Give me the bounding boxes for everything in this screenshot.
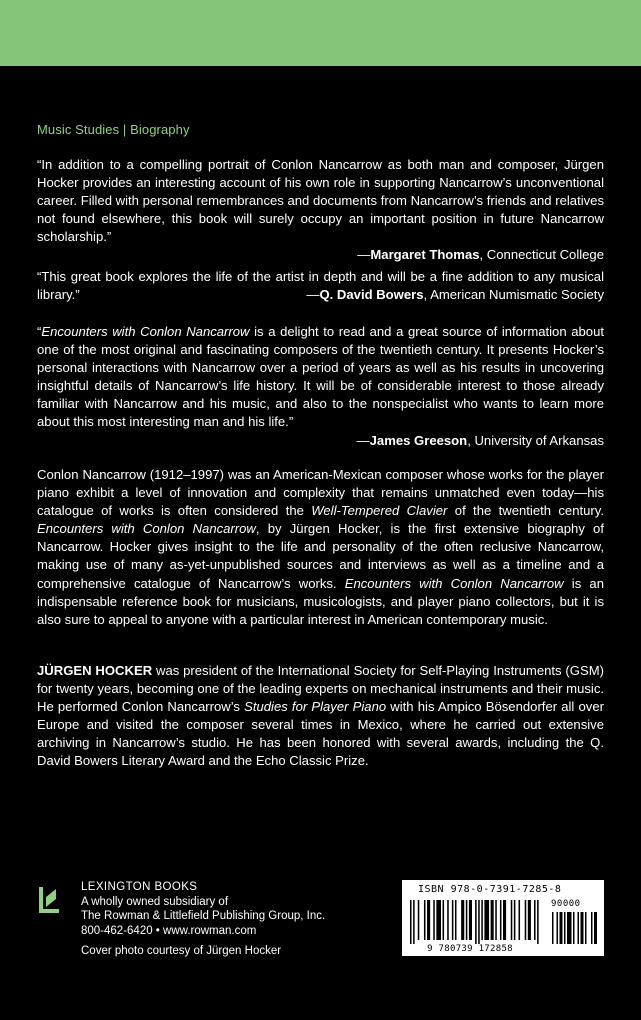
barcode-bar [427,900,430,940]
barcode-bar [410,900,412,944]
quote-thomas [37,156,604,265]
quote-book-title: Encounters with Conlon Nancarrow [41,324,250,339]
barcode-addon-bar [557,912,559,944]
barcode-addon-bar [564,912,566,944]
publisher-line: The Rowman & Littlefield Publishing Group, Inc. [81,910,326,923]
barcode-bar [433,900,435,940]
quote-author: James Greeson [369,432,468,448]
barcode-bar [424,900,426,940]
barcode-bar [469,900,472,940]
category-label: Music Studies | Biography [37,122,190,137]
barcode-bar [478,900,480,944]
barcode-bar [519,900,521,940]
barcode-bar [495,900,497,940]
cover-photo-credit: Cover photo courtesy of Jürgen Hocker [81,945,282,957]
barcode-bar [452,900,454,940]
barcode-addon-bar [552,912,554,944]
barcode-bar [503,900,506,940]
top-color-band [0,0,641,66]
quote-author: Margaret Thomas [370,247,480,263]
quote-attribution: —James Greeson, University of Arkansas [356,432,604,448]
barcode-addon-bar [560,912,563,944]
barcode-bar [500,900,502,940]
barcode-bar [484,900,489,940]
barcode-bar [475,900,477,944]
quote-author: Q. David Bowers [319,287,424,303]
quote-text: is a delight to read and a great source of information about one of the most original and fascinating composers of the twentieth century. It presents Hocker’s personal interactions with Nancarrow over a period of years as well as his results in uncovering insightful details of Nancarrow’s life history. It will be of considerable interest to those already familiar with Nancarrow and his music, and also to the nonspecialist who wants to learn more about this most interesting man and his life.” [37,324,604,430]
isbn-text: ISBN 978-0-7391-7285-8 [418,884,562,895]
barcode-addon-bar [591,912,593,944]
barcode-bar [413,900,415,944]
lexington-logo-icon [38,885,62,915]
quote-attribution: —Margaret Thomas, Connecticut College [357,247,604,263]
barcode-bar [443,900,445,940]
publisher-name: LEXINGTON BOOKS [81,881,198,893]
barcode-bar [525,900,527,940]
barcode-addon-bar [581,912,584,944]
publisher-line: A wholly owned subsidiary of [81,895,229,908]
quote-text: “In addition to a compelling portrait of Conlon Nancarrow as both man and composer, Jürgen Hocker provides an interesting account of his own role in supporting Nancarrow’s unconventional career. Filled with personal remembrances and documents from Nancarrow’s friends and relatives not found elsewhere, this book will surely occupy an important position in future Nancarrow scholarship.” [37,157,604,245]
barcode-addon-bar [594,912,597,944]
barcode-bar [537,900,539,944]
quote-affiliation: , American Numismatic Society [423,287,604,303]
barcode-addon-bar [573,912,575,944]
barcode-bar [455,900,457,940]
barcode-bar [481,900,483,940]
barcode-bar [436,900,441,940]
publisher-contact: 800-462-6420 • www.rowman.com [81,924,257,937]
barcode-addon-digits: 90000 [551,899,581,909]
isbn-barcode [402,880,604,956]
barcode-bar [528,900,531,940]
quote-greeson: “Encounters with Conlon Nancarrow is a delight to read and a great source of information about one of the most original and fascinating composers of the twentieth century. It presents Hocker’s personal interactions with Nancarrow over a period of years as well as his results in uncovering insightful details of Nancarrow’s life history. It will be of considerable interest to those already familiar with Nancarrow and his music, and also to the nonspecialist who wants to learn more about this most interesting man and his life.” —James Greeson, University of Arkansas [37,323,604,450]
quote-attribution: —Q. David Bowers, American Numismatic Society [306,287,604,303]
barcode-bar [534,900,536,940]
quote-text: “This great book explores the life of the artist in depth and will be a fine addition to any musical library.” [37,269,604,303]
barcode-bar [447,900,449,940]
quote-affiliation: , Connecticut College [479,247,604,263]
author-bio: JÜRGEN HOCKER was president of the International Society for Self-Playing Instruments (GSM) for twenty years, becoming one of the leading experts on mechanical instruments and their music. He performed Conlon Nancarrow’s Studies for Player Piano with his Ampico Bösendorfer all over Europe and visited the composer several times in Mexico, where he carried out extensive archiving in Nancarrow’s studio. He has been honored with several awards, including the Q. David Bowers Literary Award and the Echo Classic Prize. [37,663,604,769]
barcode-bar [461,900,464,940]
barcode-addon-bar [578,912,580,944]
barcode-bar [511,900,513,940]
barcode-bar [418,900,420,940]
barcode-bar [514,900,516,940]
barcode-bar [491,900,494,940]
barcode-addon-bar [567,912,572,944]
barcode-addon-bar [585,912,587,944]
book-description: Conlon Nancarrow (1912–1997) was an American-Mexican composer whose works for the player piano exhibit a level of innovation and complexity that remains unmatched even today—his catalogue of works is often considered the Well-Tempered Clavier of the twentieth century. Encounters with Conlon Nancarrow, by Jürgen Hocker, is the first extensive biography of Nancarrow. Hocker gives insight to the life and personality of the often reclusive Nancarrow, making use of many as-yet-unpublished sources and interviews as well as a timeline and a comprehensive catalogue of Nancarrow’s works. Encounters with Conlon Nancarrow is an indispensable reference book for musicians, musicologists, and player piano collectors, but it is also sure to appeal to anyone with a particular interest in American contemporary music. [37,467,604,627]
barcode-bar [466,900,468,940]
quote-affiliation: , University of Arkansas [467,432,604,448]
quote-bowers [37,268,604,304]
barcode-digits: 9 780739 172858 [427,944,513,954]
author-name: JÜRGEN HOCKER [37,663,153,678]
publisher-info [81,880,325,938]
